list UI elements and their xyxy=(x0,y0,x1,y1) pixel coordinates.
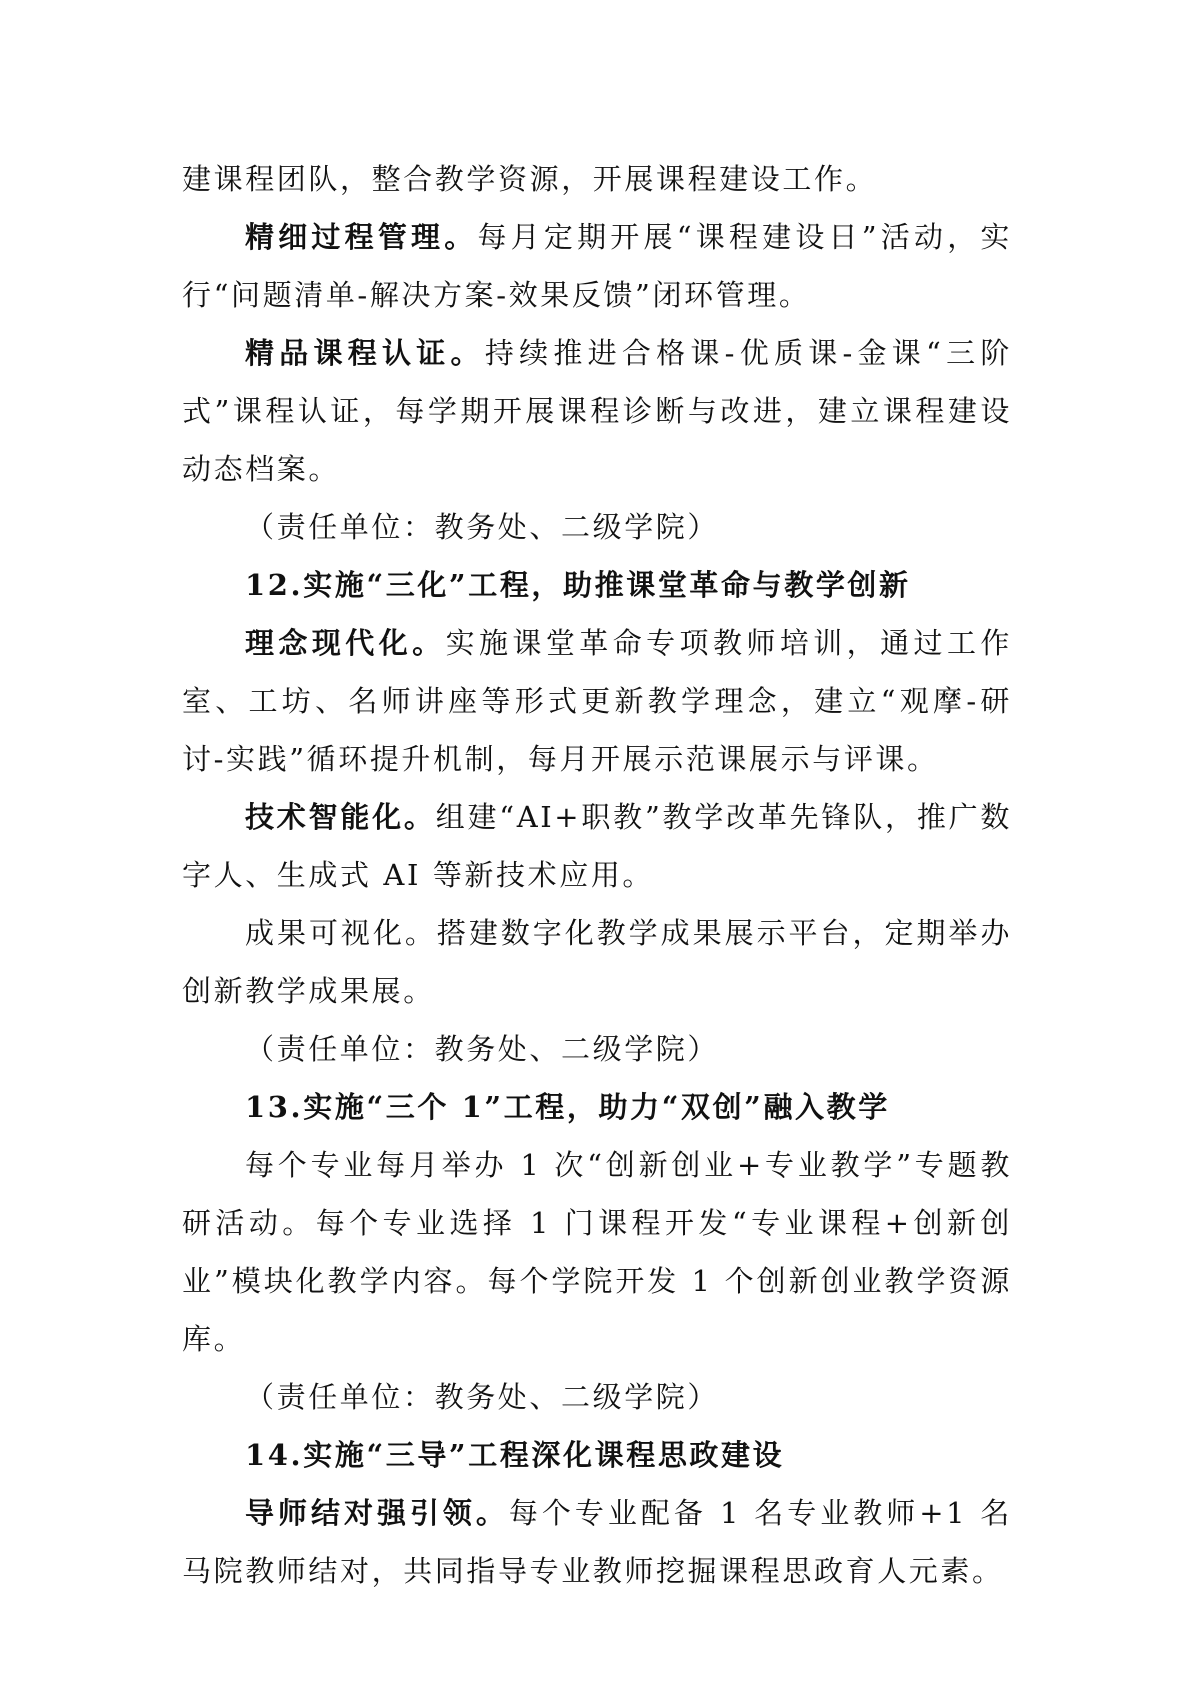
section-heading-12: 12.实施“三化”工程，助推课堂革命与教学创新 xyxy=(245,568,911,602)
responsible-units: （责任单位：教务处、二级学院） xyxy=(245,1380,720,1414)
paragraph-course-certification xyxy=(182,324,1012,498)
responsible-units: （责任单位：教务处、二级学院） xyxy=(245,510,720,544)
paragraph-concept-modernization xyxy=(182,614,1012,788)
paragraph-text: 组建“AI+职教”教学改革先锋队，推广数字人、生成式 AI 等新技术应用。 xyxy=(182,800,1012,892)
paragraph-text: 每个专业配备 1 名专业教师+1 名马院教师结对，共同指导专业教师挖掘课程思政育人元素。 xyxy=(182,1496,1012,1588)
paragraph-tech-intelligence xyxy=(182,788,1012,904)
paragraph-lead: 理念现代化。 xyxy=(245,626,446,660)
paragraph-text: 实施课堂革命专项教师培训，通过工作室、工坊、名师讲座等形式更新教学理念，建立“观摩-研讨-实践”循环提升机制，每月开展示范课展示与评课。 xyxy=(182,626,1012,776)
paragraph-text: 每月定期开展“课程建设日”活动，实行“问题清单-解决方案-效果反馈”闭环管理。 xyxy=(182,220,1013,312)
paragraph-three-ones: 每个专业每月举办 1 次“创新创业+专业教学”专题教研活动。每个专业选择 1 门课程开发“专业课程+创新创业”模块化教学内容。每个学院开发 1 个创新创业教学资源库。 xyxy=(182,1148,1012,1356)
paragraph-result-visualization: 成果可视化。搭建数字化教学成果展示平台，定期举办创新教学成果展。 xyxy=(182,916,1012,1008)
responsible-units: （责任单位：教务处、二级学院） xyxy=(245,1032,720,1066)
paragraph-process-management xyxy=(182,208,1012,324)
section-heading-14: 14.实施“三导”工程深化课程思政建设 xyxy=(245,1438,785,1472)
section-heading-13: 13.实施“三个 1”工程，助力“双创”融入教学 xyxy=(245,1090,890,1124)
paragraph-team: 建课程团队，整合教学资源，开展课程建设工作。 xyxy=(182,162,878,196)
paragraph-mentor-pairing xyxy=(182,1484,1012,1600)
document-body xyxy=(182,150,1012,1600)
paragraph-lead: 导师结对强引领。 xyxy=(245,1496,509,1530)
paragraph-text: 持续推进合格课-优质课-金课“三阶式”课程认证，每学期开展课程诊断与改进，建立课程建设动态档案。 xyxy=(182,336,1013,486)
paragraph-lead: 精细过程管理。 xyxy=(245,220,478,254)
paragraph-lead: 技术智能化。 xyxy=(245,800,436,834)
paragraph-lead: 精品课程认证。 xyxy=(245,336,485,370)
